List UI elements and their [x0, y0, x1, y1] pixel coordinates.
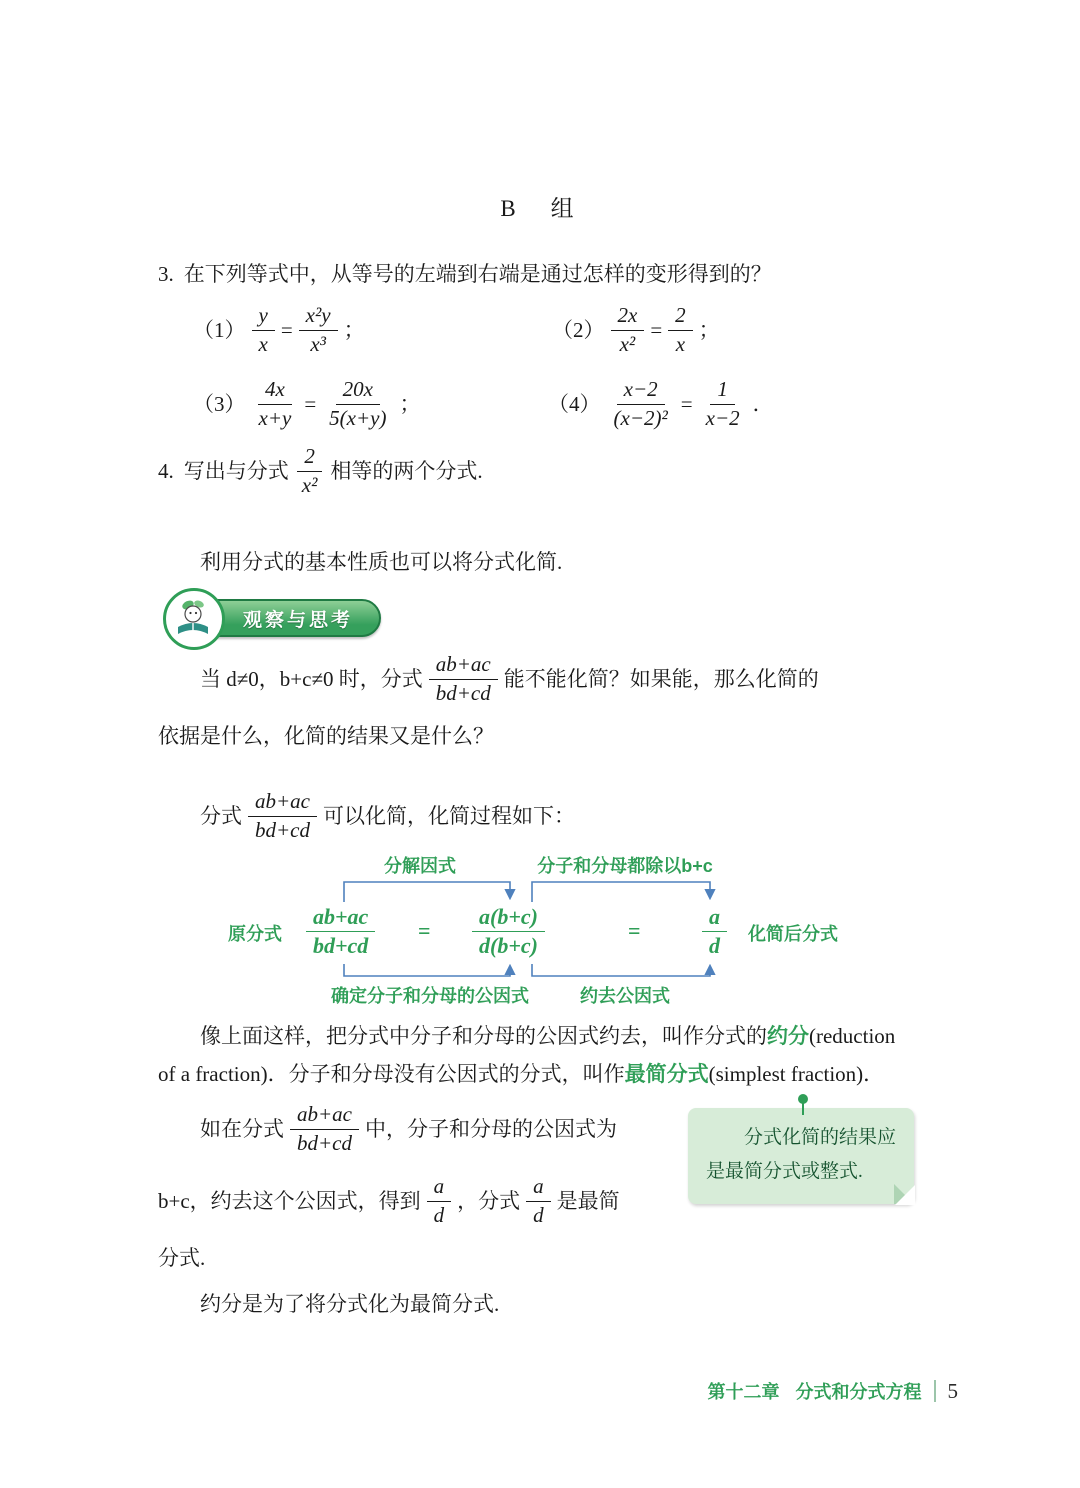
sticky-note [688, 1108, 914, 1204]
punctuation: ； [698, 317, 720, 342]
fraction-denominator: d [533, 1202, 544, 1227]
fraction-numerator: y [252, 303, 275, 330]
example-line-1 [200, 1100, 617, 1158]
equals-sign: = [280, 317, 293, 342]
footer-page-number: 5 [947, 1378, 958, 1403]
fraction [611, 303, 645, 356]
problem-4-pre: 写出与分式 [183, 458, 289, 483]
paragraph-basic-property: 利用分式的基本性质也可以将分式化简. [200, 550, 563, 574]
equals-sign: = [304, 391, 317, 416]
equation-2-label: （2） [552, 317, 605, 342]
fraction [429, 652, 498, 705]
section-title: B 组 [500, 196, 580, 221]
diagram-label-factorize: 分解因式 [384, 856, 456, 876]
problem-4-number: 4. [158, 458, 174, 483]
fraction-denominator: x³ [310, 331, 326, 356]
fraction-denominator: d [709, 933, 720, 959]
problem-4-tail: 相等的两个分式. [330, 458, 483, 483]
example-line-4: 约分是为了将分式化为最简分式. [200, 1292, 500, 1316]
fraction-numerator: a(b+c) [472, 904, 545, 932]
mascot-graphic [172, 597, 216, 641]
reduction-text: of a fraction)．分子和分母没有公因式的分式，叫作 [158, 1062, 625, 1086]
diagram-label-common-factor: 确定分子和分母的公因式 [331, 986, 529, 1006]
equation-3 [193, 374, 420, 434]
diagram-label-cancel: 约去公因式 [580, 986, 670, 1006]
fraction-numerator: 1 [710, 377, 735, 404]
fraction-numerator: ab+ac [306, 904, 375, 932]
term-reduction: 约分 [767, 1024, 809, 1048]
example-pre: 如在分式 [200, 1116, 284, 1141]
fraction-numerator: 20x [336, 377, 380, 404]
mascot-icon [163, 588, 225, 650]
fraction-denominator: x² [301, 472, 318, 497]
badge-label: 观察与思考 [243, 609, 354, 631]
fraction [526, 1174, 551, 1227]
fraction-numerator: a [427, 1174, 452, 1201]
fraction-numerator: 2 [668, 303, 693, 330]
fraction-denominator: x [675, 331, 686, 356]
fraction [248, 789, 317, 842]
fraction-numerator: 2 [297, 444, 322, 471]
fraction [299, 303, 338, 356]
example-line-2 [158, 1172, 620, 1230]
fraction-denominator: 5(x+y) [329, 405, 387, 430]
fraction-numerator: a [526, 1174, 551, 1201]
page-footer [708, 1378, 959, 1404]
example-mid: 中，分子和分母的公因式为 [365, 1116, 617, 1141]
question-pre: 当 d≠0，b+c≠0 时，分式 [200, 666, 423, 691]
diagram-label-divide: 分子和分母都除以b+c [537, 856, 713, 876]
fraction-numerator: 4x [258, 377, 292, 404]
fraction-denominator: bd+cd [313, 933, 369, 959]
fraction-denominator: x [258, 331, 268, 356]
fraction [699, 377, 747, 430]
reduction-line-2 [158, 1060, 884, 1088]
fraction-numerator: ab+ac [429, 652, 498, 679]
fraction-numerator: a [702, 904, 727, 932]
equals-sign: = [650, 317, 663, 342]
fraction-denominator: d [433, 1202, 445, 1227]
diagram-fraction-simplified [702, 904, 727, 960]
fraction [295, 444, 325, 497]
fraction [290, 1102, 359, 1155]
diagram-fraction-factored [472, 904, 545, 960]
reduction-line-1 [200, 1022, 895, 1050]
term-simplest-fraction: 最简分式 [624, 1062, 709, 1086]
problem-3-prompt [158, 260, 772, 288]
footer-separator [934, 1380, 936, 1402]
simplification-diagram [150, 852, 950, 1022]
equals-sign: = [680, 391, 693, 416]
fraction-denominator: x−2 [705, 405, 740, 430]
punctuation: ． [752, 391, 774, 416]
process-intro [200, 787, 575, 845]
equation-2 [552, 300, 720, 360]
fraction-denominator: (x−2)² [613, 405, 668, 430]
equation-3-label: （3） [193, 391, 246, 416]
problem-3-text: 在下列等式中，从等号的左端到右端是通过怎样的变形得到的？ [183, 262, 772, 286]
fraction [607, 377, 675, 430]
process-pre: 分式 [200, 803, 242, 828]
fraction-numerator: ab+ac [248, 789, 317, 816]
process-post: 可以化简，化简过程如下： [323, 803, 575, 828]
pin-stem [802, 1103, 804, 1115]
fraction-denominator: bd+cd [297, 1130, 352, 1155]
fraction-denominator: bd+cd [255, 817, 310, 842]
problem-3-number: 3. [158, 262, 174, 286]
reduction-text: (simplest fraction)． [708, 1062, 885, 1086]
punctuation: ； [343, 317, 365, 342]
fraction [252, 377, 299, 430]
question-line-1 [200, 650, 819, 708]
question-line-2: 依据是什么，化简的结果又是什么？ [158, 724, 494, 748]
fraction [322, 377, 393, 430]
fraction [427, 1174, 452, 1227]
example-line-3: 分式. [158, 1246, 206, 1270]
footer-chapter: 第十二章 [707, 1382, 780, 1402]
example-bplusc: b+c，约去这个公因式，得到 [158, 1188, 421, 1213]
fraction-denominator: bd+cd [435, 680, 491, 705]
reduction-text: (reduction [809, 1024, 896, 1048]
fraction-denominator: d(b+c) [479, 933, 538, 959]
equation-4-label: （4） [548, 391, 601, 416]
fraction-denominator: x² [619, 331, 636, 356]
note-line-1: 分式化简的结果应 [744, 1127, 897, 1148]
fraction [668, 303, 693, 356]
equation-1-label: （1） [193, 317, 246, 342]
example-text: ，分式 [457, 1188, 521, 1213]
fraction-numerator: ab+ac [290, 1102, 359, 1129]
question-post: 能不能化简？如果能，那么化简的 [503, 666, 819, 691]
example-text: 是最简 [556, 1188, 620, 1213]
fraction-denominator: x+y [258, 405, 292, 430]
fraction-numerator: 2x [611, 303, 645, 330]
footer-chapter-title: 分式和分式方程 [795, 1382, 922, 1402]
diagram-fraction-original [306, 904, 375, 960]
diagram-label-original: 原分式 [228, 924, 282, 944]
note-fold-cut [895, 1185, 915, 1205]
problem-4 [158, 443, 483, 499]
equals-sign: = [418, 918, 431, 943]
note-text [688, 1108, 914, 1189]
reduction-text: 像上面这样，把分式中分子和分母的公因式约去，叫作分式的 [200, 1024, 767, 1048]
equation-4 [548, 374, 774, 434]
equation-1 [193, 300, 365, 360]
equals-sign: = [628, 918, 641, 943]
fraction [252, 303, 275, 356]
punctuation: ； [399, 391, 421, 416]
observe-think-badge [163, 588, 423, 654]
diagram-label-simplified: 化简后分式 [748, 924, 838, 944]
note-line-2: 是最简分式或整式. [706, 1161, 863, 1182]
fraction-numerator: x−2 [617, 377, 665, 404]
fraction-numerator: x²y [299, 303, 338, 330]
